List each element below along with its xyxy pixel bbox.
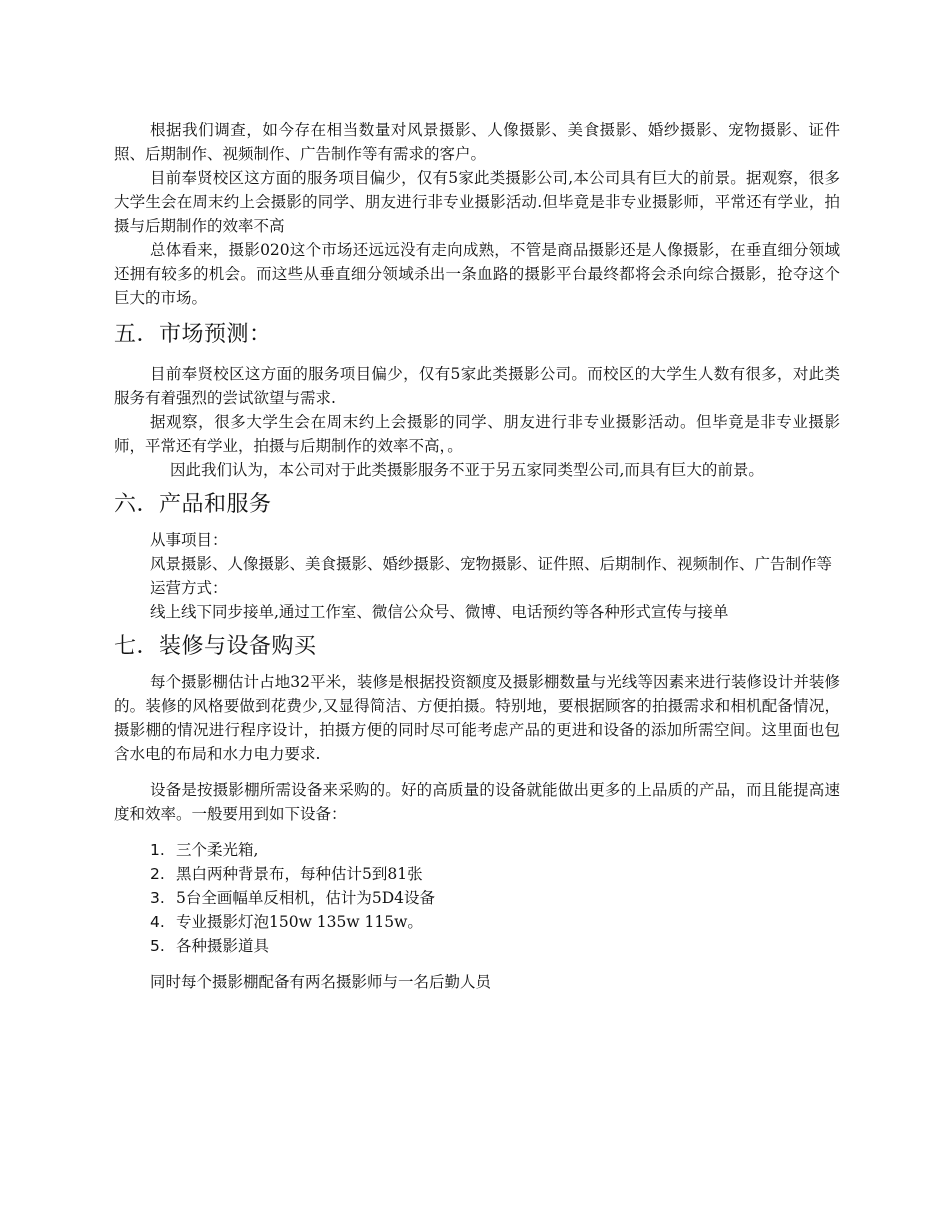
section-heading-decoration-equipment: 七．装修与设备购买 xyxy=(114,634,317,659)
equipment-list xyxy=(114,838,840,958)
paragraph: 风景摄影、人像摄影、美食摄影、婚纱摄影、宠物摄影、证件照、后期制作、视频制作、广告制作等 xyxy=(150,555,833,573)
list-item: 4. 专业摄影灯泡150w 135w 115w。 xyxy=(150,913,423,931)
paragraph: 设备是按摄影棚所需设备来采购的。好的高质量的设备就能做出更多的上品质的产品，而且能提高速度和效率。一般要用到如下设备： xyxy=(114,781,840,823)
paragraph: 每个摄影棚估计占地32平米，装修是根据投资额度及摄影棚数量与光线等因素来进行装修设计并装修的。装修的风格要做到花费少,又显得简洁、方便拍摄。特别地，要根据顾客的拍摄需求和相机配备情况，摄影棚的情况进行程序设计，拍摄方便的同时尽可能考虑产品的更进和设备的添加所需空间。这里面也包含水电的布局和水力电力要求. xyxy=(114,673,840,763)
paragraph: 线上线下同步接单,通过工作室、微信公众号、微博、电话预约等各种形式宣传与接单 xyxy=(150,603,729,621)
list-item: 3. 5台全画幅单反相机，估计为5D4设备 xyxy=(150,889,436,907)
paragraph: 根据我们调查，如今存在相当数量对风景摄影、人像摄影、美食摄影、婚纱摄影、宠物摄影、证件照、后期制作、视频制作、广告制作等有需求的客户。 xyxy=(114,121,840,163)
paragraph: 目前奉贤校区这方面的服务项目偏少，仅有5家此类摄影公司,本公司具有巨大的前景。据观察，很多大学生会在周末约上会摄影的同学、朋友进行非专业摄影活动.但毕竟是非专业摄影师，平常还有学业，拍摄与后期制作的效率不高 xyxy=(114,169,840,235)
label-projects: 从事项目： xyxy=(150,531,228,549)
list-item: 1. 三个柔光箱, xyxy=(150,841,259,859)
list-item: 2. 黑白两种背景布，每种估计5到81张 xyxy=(150,865,423,883)
list-item: 5. 各种摄影道具 xyxy=(150,937,270,955)
paragraph: 总体看来，摄影020这个市场还远远没有走向成熟，不管是商品摄影还是人像摄影，在垂直细分领域还拥有较多的机会。而这些从垂直细分领域杀出一条血路的摄影平台最终都将会杀向综合摄影，抢夺这个巨大的市场。 xyxy=(114,241,840,307)
document-body xyxy=(114,118,840,994)
paragraph: 同时每个摄影棚配备有两名摄影师与一名后勤人员 xyxy=(150,973,492,991)
label-operations: 运营方式： xyxy=(150,579,228,597)
section-heading-products-services: 六．产品和服务 xyxy=(114,492,272,517)
paragraph: 据观察，很多大学生会在周末约上会摄影的同学、朋友进行非专业摄影活动。但毕竟是非专业摄影师，平常还有学业，拍摄与后期制作的效率不高，。 xyxy=(114,413,840,455)
section-heading-market-forecast: 五．市场预测： xyxy=(114,322,272,347)
paragraph: 目前奉贤校区这方面的服务项目偏少，仅有5家此类摄影公司。而校区的大学生人数有很多，对此类服务有着强烈的尝试欲望与需求. xyxy=(114,365,840,407)
paragraph: 因此我们认为，本公司对于此类摄影服务不亚于另五家同类型公司,而具有巨大的前景。 xyxy=(170,461,764,479)
